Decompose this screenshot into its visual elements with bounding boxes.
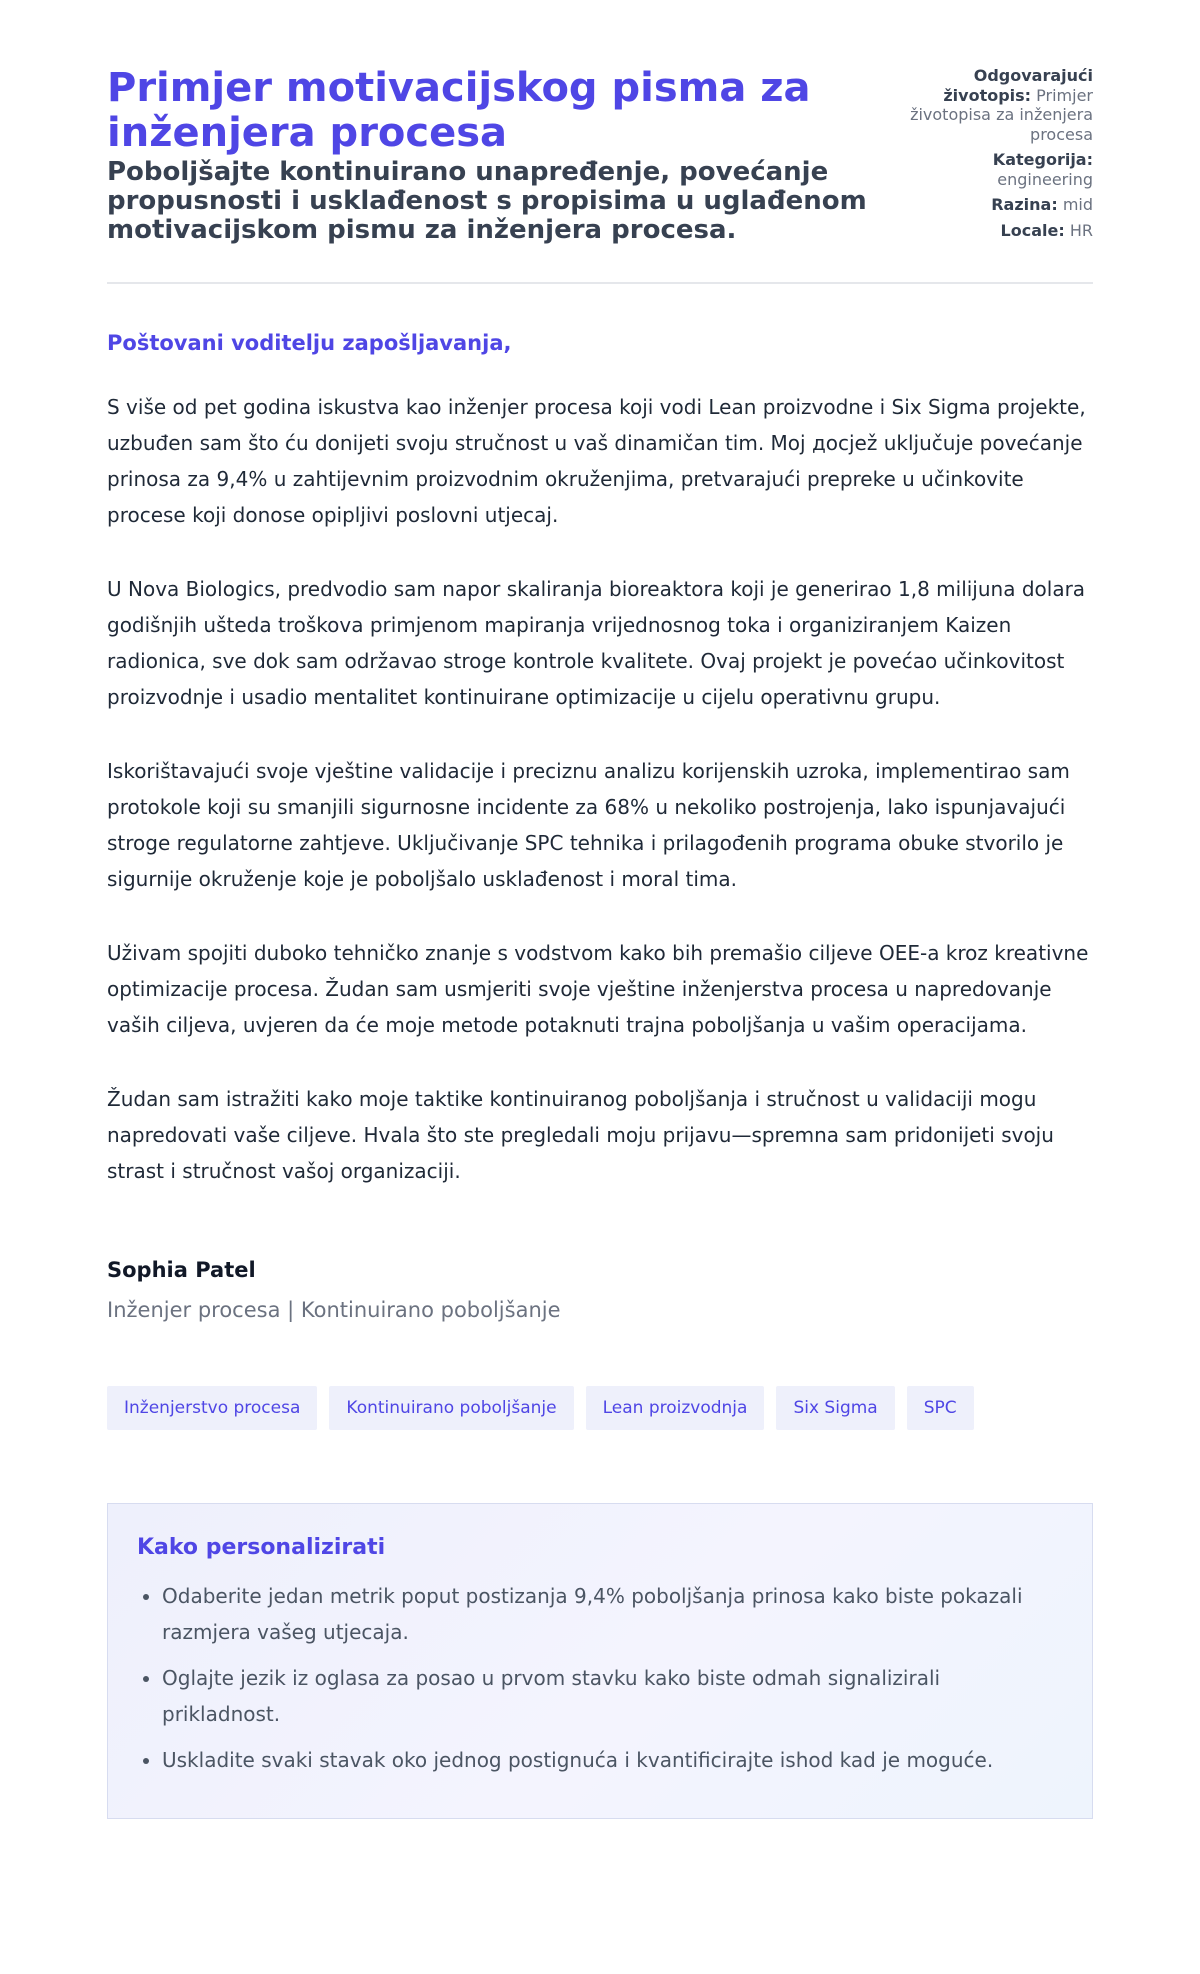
letter-paragraph: Iskorištavajući svoje vještine validacije i preciznu analizu korijenskih uzroka, implementirao sam protokole koji su smanjili sigurnosne incidente za 68% u nekoliko postrojenja, lako ispunjavajući stroge regulatorne zahtjeve. Uključivanje SPC tehnika i prilagođenih programa obuke stvorilo je sigurnije okruženje koje je poboljšalo usklađenost i moral tima.	[107, 759, 1070, 891]
signature-name: Sophia Patel	[107, 1258, 256, 1282]
tag-chip[interactable]: Kontinuirano poboljšanje	[329, 1386, 573, 1430]
meta-value: HR	[1069, 220, 1093, 240]
tag-list	[107, 1386, 1093, 1430]
tag-chip[interactable]: Lean proizvodnja	[586, 1386, 765, 1430]
page-header	[107, 0, 1093, 284]
page-subtitle: Poboljšajte kontinuirano unapređenje, povećanje propusnosti i usklađenost s propisima u uglađenom motivacijskom pismu za inženjera procesa.	[107, 157, 867, 245]
meta-level	[893, 195, 1093, 215]
meta-locale	[893, 221, 1093, 241]
tag-chip[interactable]: Inženjerstvo procesa	[107, 1386, 317, 1430]
letter-paragraph: Žudan sam istražiti kako moje taktike kontinuiranog poboljšanja i stručnost u validaciji mogu napredovati vaše ciljeve. Hvala što ste pregledali moju prijavu—spremna sam pridonijeti svoju strast i stručnost vašoj organizaciji.	[107, 1087, 1054, 1183]
letter-body	[107, 330, 1093, 1323]
meta-label: Kategorija:	[992, 150, 1093, 169]
meta-value: mid	[1062, 195, 1093, 214]
meta-value: Primjer životopisa za inženjera procesa	[910, 85, 1093, 144]
letter-paragraph: Uživam spojiti duboko tehničko znanje s vodstvom kako bih premašio ciljeve OEE-a kroz kreativne optimizacije procesa. Žudan sam usmjeriti svoje vještine inženjerstva procesa u napredovanje vaših ciljeva, uvjeren da će moje metode potaknuti trajna poboljšanja u vašim operacijama.	[107, 941, 1089, 1037]
meta-label: Razina:	[991, 195, 1058, 214]
letter-paragraph: S više od pet godina iskustva kao inženjer procesa koji vodi Lean proizvodne i Six Sigma projekte, uzbuđen sam što ću donijeti svoju stručnost u vaš dinamičan tim. Moj досjež uključuje povećanje prinosa za 9,4% u zahtijevnim proizvodnim okruženjima, pretvarajući prepreke u učinkovite procese koji donose opipljivi poslovni utjecaj.	[107, 395, 1086, 527]
meta-label: Locale:	[1000, 220, 1065, 240]
tag-chip[interactable]: Six Sigma	[776, 1386, 894, 1430]
tag-chip[interactable]: SPC	[907, 1386, 974, 1430]
tips-list-item: • Odaberite jedan metrik poput postizanja 9,4% poboljšanja prinosa kako biste pokazali razmjera vašeg utjecaja.	[162, 1578, 1063, 1650]
letter-salutation: Poštovani voditelju zapošljavanja,	[107, 331, 512, 355]
tips-title: Kako personalizirati	[137, 1535, 386, 1560]
tips-list-item: • Uskladite svaki stavak oko jednog postignuća i kvantificirajte ishod kad je moguće.	[162, 1742, 1063, 1778]
meta-label: Odgovarajući životopis:	[943, 66, 1093, 105]
letter-paragraph: U Nova Biologics, predvodio sam napor skaliranja bioreaktora koji je generirao 1,8 milijuna dolara godišnjih ušteda troškova primjenom mapiranja vrijednosnog toka i organiziranjem Kaizen radionica, sve dok sam održavao stroge kontrole kvalitete. Ovaj projekt je povećao učinkovitost proizvodnje i usadio mentalitet kontinuirane optimizacije u cijelu operativnu grupu.	[107, 577, 1086, 709]
meta-category	[893, 150, 1093, 189]
meta-matching-resume	[893, 66, 1093, 144]
tips-list-item: • Oglajte jezik iz oglasa za posao u prvom stavku kako biste odmah signalizirali prikladnost.	[162, 1660, 1063, 1732]
signature-block	[107, 1257, 1093, 1323]
tips-list	[137, 1578, 1063, 1778]
meta-value: engineering	[997, 169, 1093, 189]
signature-role: Inženjer procesa | Kontinuirano poboljšanje	[107, 1298, 561, 1322]
meta-panel	[893, 66, 1093, 246]
personalize-tips-box	[107, 1503, 1093, 1819]
page-title: Primjer motivacijskog pisma za inženjera procesa	[107, 65, 811, 156]
